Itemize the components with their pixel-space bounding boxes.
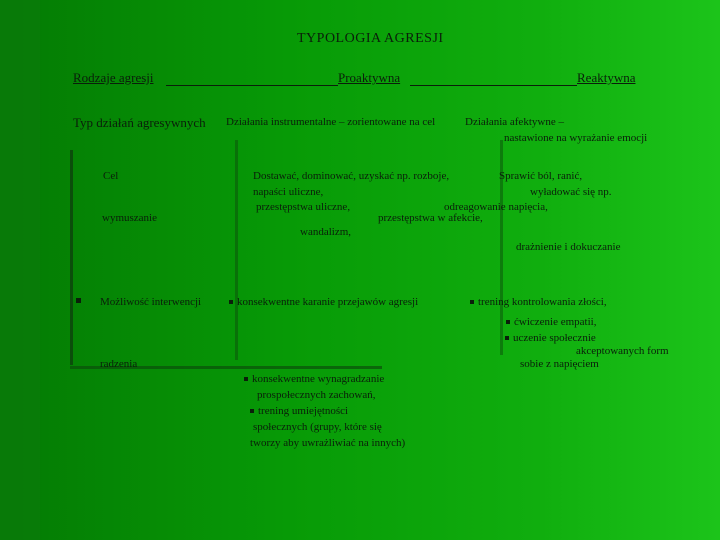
row-goal-proactive-1: Dostawać, dominować, uzyskać np. rozboje, [253, 170, 450, 182]
row-type-reactive-1: Działania afektywne – [465, 116, 564, 128]
row-goal-proactive-2: napaści uliczne, [253, 186, 324, 198]
row-intervention-proactive-b-5: tworzy aby uwrażliwiać na innych) [250, 437, 406, 449]
row-goal-reactive-4: przestępstwa w afekcie, [378, 212, 483, 224]
left-accent-bar [0, 0, 40, 540]
row-intervention-proactive-b-4: społecznych (grupy, które się [253, 421, 382, 433]
row-intervention-reactive-5: sobie z napięciem [520, 358, 599, 370]
row-goal-label: Cel [103, 170, 119, 182]
header-underline-2 [410, 85, 577, 86]
row-intervention-proactive-b-3: trening umiejętności [250, 406, 348, 417]
row-intervention-proactive-a: konsekwentne karanie przejawów agresji [229, 297, 418, 308]
row-goal-reactive-2: wyładować się np. [530, 186, 612, 198]
bullet-icon [470, 300, 474, 304]
row-type-reactive-2: nastawione na wyrażanie emocji [504, 132, 648, 144]
row-goal-reactive-1: Sprawić ból, ranić, [499, 170, 583, 182]
row-goal-proactive-3: przestępstwa uliczne, [256, 201, 351, 213]
row-intervention-reactive-4: akceptowanych form [576, 345, 669, 357]
bullet-square-icon [76, 298, 81, 303]
header-types: Rodzaje agresji [73, 70, 154, 85]
row-intervention-proactive-b-2: prospołecznych zachowań, [257, 389, 376, 401]
bullet-icon [250, 409, 254, 413]
column-divider-mid [235, 140, 238, 360]
header-underline-1 [166, 85, 338, 86]
row-intervention-reactive-3: uczenie społecznie [505, 333, 596, 344]
row-intervention-label-cont: radzenia [100, 358, 138, 370]
row-goal-label-cont: wymuszanie [102, 212, 157, 224]
bullet-icon [505, 336, 509, 340]
page-title: TYPOLOGIA AGRESJI [297, 31, 444, 46]
bullet-icon [244, 377, 248, 381]
header-reactive: Reaktywna [577, 70, 636, 85]
column-divider-left [70, 150, 73, 365]
bullet-icon [229, 300, 233, 304]
row-intervention-reactive-2: ćwiczenie empatii, [506, 317, 596, 328]
row-intervention-proactive-b-1: konsekwentne wynagradzanie [244, 374, 384, 385]
row-goal-proactive-4: wandalizm, [300, 226, 352, 238]
header-proactive: Proaktywna [338, 70, 401, 85]
row-type-proactive: Działania instrumentalne – zorientowane na cel [226, 116, 436, 128]
row-type-label: Typ działań agresywnych [73, 115, 206, 130]
bullet-icon [506, 320, 510, 324]
row-intervention-label: Możliwość interwencji [100, 296, 202, 308]
row-goal-reactive-3: odreagowanie napięcia, [444, 201, 548, 213]
row-intervention-reactive-1: trening kontrolowania złości, [470, 297, 607, 308]
row-goal-reactive-5: drażnienie i dokuczanie [516, 241, 621, 253]
